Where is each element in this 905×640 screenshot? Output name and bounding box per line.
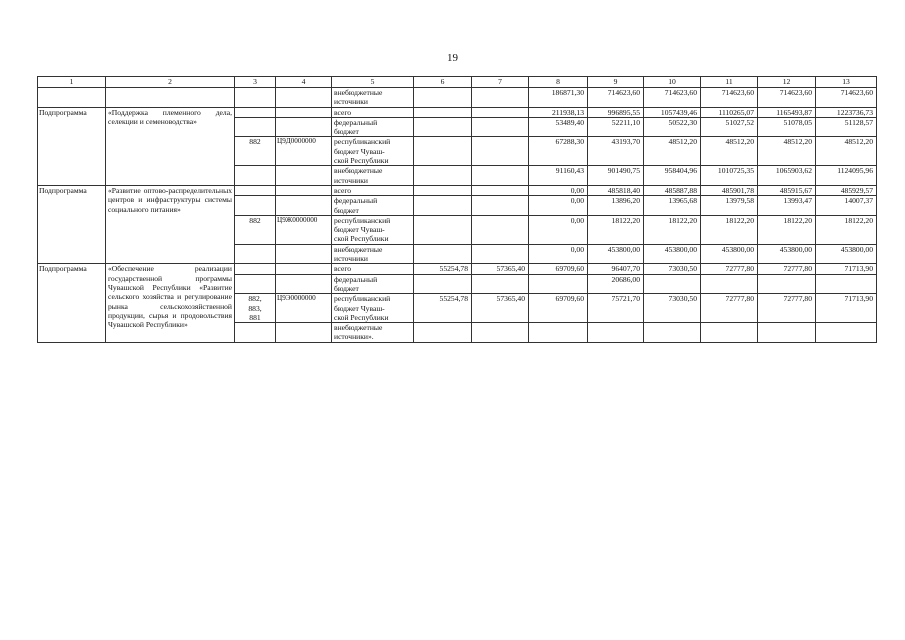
budget-table-body: [38, 77, 877, 343]
amount-cell: [414, 166, 472, 186]
empty-cell: [276, 264, 332, 274]
amount-cell: 71713,90: [816, 264, 877, 274]
amount-cell: [472, 323, 529, 343]
funding-source: внебюджетные источники: [332, 88, 414, 108]
column-header: 6: [414, 77, 472, 88]
column-header: 1: [38, 77, 106, 88]
subprogram-kind: Подпрограмма: [38, 107, 106, 185]
amount-cell: 714623,60: [816, 88, 877, 108]
amount-cell: 714623,60: [701, 88, 758, 108]
amount-cell: 1057439,46: [644, 107, 701, 117]
subprogram-name: «Развитие оптово-распределительных центров и инфраструктуры системы социального питания»: [106, 185, 235, 263]
funding-source: всего: [332, 185, 414, 195]
amount-cell: 67288,30: [529, 137, 588, 166]
amount-cell: 43193,70: [588, 137, 644, 166]
funding-source: всего: [332, 107, 414, 117]
amount-cell: 18122,20: [816, 215, 877, 244]
amount-cell: 485929,57: [816, 185, 877, 195]
column-header: 10: [644, 77, 701, 88]
column-header: 9: [588, 77, 644, 88]
amount-cell: 714623,60: [758, 88, 816, 108]
empty-cell: [276, 323, 332, 343]
amount-cell: [472, 196, 529, 216]
responsible-executor-code: 882, 883, 881: [235, 294, 276, 323]
amount-cell: [529, 323, 588, 343]
amount-cell: 901490,75: [588, 166, 644, 186]
empty-cell: [235, 107, 276, 117]
funding-source: федеральный бюджет: [332, 274, 414, 294]
amount-cell: 91160,43: [529, 166, 588, 186]
column-header: 11: [701, 77, 758, 88]
empty-cell: [276, 117, 332, 137]
subprogram-name: «Поддержка племенного дела, селекции и семеноводства»: [106, 107, 235, 185]
amount-cell: 18122,20: [701, 215, 758, 244]
responsible-executor-code: 882: [235, 137, 276, 166]
amount-cell: 485818,40: [588, 185, 644, 195]
empty-cell: [276, 244, 332, 264]
table-row: [38, 185, 877, 195]
amount-cell: [414, 196, 472, 216]
amount-cell: 73030,50: [644, 264, 701, 274]
empty-cell: [235, 88, 276, 108]
amount-cell: 72777,80: [758, 294, 816, 323]
amount-cell: 50522,30: [644, 117, 701, 137]
budget-classification-code: Ц9Д0000000: [276, 137, 332, 166]
amount-cell: 453800,00: [701, 244, 758, 264]
budget-classification-code: Ц9Ж0000000: [276, 215, 332, 244]
amount-cell: 73030,50: [644, 294, 701, 323]
amount-cell: [414, 323, 472, 343]
column-header: 2: [106, 77, 235, 88]
amount-cell: 14007,37: [816, 196, 877, 216]
amount-cell: [414, 215, 472, 244]
empty-cell: [276, 88, 332, 108]
amount-cell: 51078,05: [758, 117, 816, 137]
empty-cell: [235, 264, 276, 274]
amount-cell: [414, 107, 472, 117]
table-row: [38, 107, 877, 117]
amount-cell: 0,00: [529, 196, 588, 216]
page-number: 19: [447, 52, 458, 64]
amount-cell: 53489,40: [529, 117, 588, 137]
amount-cell: 714623,60: [644, 88, 701, 108]
amount-cell: 453800,00: [816, 244, 877, 264]
amount-cell: 75721,70: [588, 294, 644, 323]
amount-cell: [472, 88, 529, 108]
empty-cell: [235, 117, 276, 137]
amount-cell: 52211,10: [588, 117, 644, 137]
amount-cell: [644, 274, 701, 294]
amount-cell: 71713,90: [816, 294, 877, 323]
amount-cell: [644, 323, 701, 343]
amount-cell: [816, 323, 877, 343]
amount-cell: 485901,78: [701, 185, 758, 195]
empty-cell: [276, 107, 332, 117]
empty-cell: [276, 185, 332, 195]
amount-cell: [414, 88, 472, 108]
amount-cell: [414, 274, 472, 294]
amount-cell: 714623,60: [588, 88, 644, 108]
amount-cell: 57365,40: [472, 294, 529, 323]
column-header: 8: [529, 77, 588, 88]
funding-source: республиканский бюджет Чуваш- ской Республики: [332, 294, 414, 323]
amount-cell: [414, 244, 472, 264]
amount-cell: 485915,67: [758, 185, 816, 195]
amount-cell: 0,00: [529, 244, 588, 264]
amount-cell: 1165493,87: [758, 107, 816, 117]
empty-cell: [235, 244, 276, 264]
empty-cell: [276, 166, 332, 186]
amount-cell: 48512,20: [701, 137, 758, 166]
amount-cell: [472, 244, 529, 264]
column-header: 13: [816, 77, 877, 88]
amount-cell: 453800,00: [758, 244, 816, 264]
amount-cell: 18122,20: [758, 215, 816, 244]
column-header: 5: [332, 77, 414, 88]
amount-cell: 453800,00: [588, 244, 644, 264]
subprogram-kind: Подпрограмма: [38, 264, 106, 342]
funding-source: внебюджетные источники: [332, 244, 414, 264]
funding-source: внебюджетные источники: [332, 166, 414, 186]
amount-cell: 96407,70: [588, 264, 644, 274]
amount-cell: 72777,80: [758, 264, 816, 274]
empty-cell: [38, 88, 106, 108]
funding-source: республиканский бюджет Чуваш- ской Республики: [332, 215, 414, 244]
amount-cell: 485887,88: [644, 185, 701, 195]
amount-cell: 13993,47: [758, 196, 816, 216]
empty-cell: [276, 196, 332, 216]
amount-cell: [472, 166, 529, 186]
amount-cell: 1110265,07: [701, 107, 758, 117]
amount-cell: 996895,55: [588, 107, 644, 117]
empty-cell: [235, 196, 276, 216]
amount-cell: 57365,40: [472, 264, 529, 274]
amount-cell: 1223736,73: [816, 107, 877, 117]
amount-cell: 453800,00: [644, 244, 701, 264]
amount-cell: 51027,52: [701, 117, 758, 137]
amount-cell: [529, 274, 588, 294]
budget-classification-code: Ц9Э0000000: [276, 294, 332, 323]
amount-cell: [816, 274, 877, 294]
amount-cell: [414, 137, 472, 166]
amount-cell: [414, 117, 472, 137]
amount-cell: 72777,80: [701, 264, 758, 274]
amount-cell: 13965,68: [644, 196, 701, 216]
empty-cell: [276, 274, 332, 294]
amount-cell: [588, 323, 644, 343]
amount-cell: [758, 274, 816, 294]
amount-cell: 69709,60: [529, 294, 588, 323]
amount-cell: [472, 137, 529, 166]
amount-cell: 13896,20: [588, 196, 644, 216]
amount-cell: 48512,20: [758, 137, 816, 166]
amount-cell: 69709,60: [529, 264, 588, 274]
column-header: 3: [235, 77, 276, 88]
amount-cell: 48512,20: [644, 137, 701, 166]
funding-source: федеральный бюджет: [332, 196, 414, 216]
amount-cell: [701, 274, 758, 294]
funding-source: всего: [332, 264, 414, 274]
amount-cell: 186871,30: [529, 88, 588, 108]
amount-cell: [472, 107, 529, 117]
subprogram-name: «Обеспечение реализации государственной программы Чувашской Республики «Развитие сельского хозяйства и регулирование рынка сельскохозяйственной продукции, сырья и продовольствия Чувашской Республики»: [106, 264, 235, 342]
amount-cell: 72777,80: [701, 294, 758, 323]
amount-cell: [701, 323, 758, 343]
amount-cell: [472, 274, 529, 294]
column-header: 12: [758, 77, 816, 88]
subprogram-kind: Подпрограмма: [38, 185, 106, 263]
empty-cell: [106, 88, 235, 108]
amount-cell: [472, 185, 529, 195]
empty-cell: [235, 274, 276, 294]
amount-cell: [758, 323, 816, 343]
amount-cell: 1124095,96: [816, 166, 877, 186]
empty-cell: [235, 185, 276, 195]
amount-cell: 55254,78: [414, 264, 472, 274]
empty-cell: [235, 166, 276, 186]
amount-cell: 0,00: [529, 215, 588, 244]
amount-cell: 1065903,62: [758, 166, 816, 186]
funding-source: внебюджетные источники».: [332, 323, 414, 343]
amount-cell: 0,00: [529, 185, 588, 195]
amount-cell: 48512,20: [816, 137, 877, 166]
table-row: [38, 88, 877, 108]
amount-cell: 958404,96: [644, 166, 701, 186]
amount-cell: [472, 117, 529, 137]
amount-cell: 55254,78: [414, 294, 472, 323]
amount-cell: 18122,20: [588, 215, 644, 244]
amount-cell: 211938,13: [529, 107, 588, 117]
amount-cell: 1010725,35: [701, 166, 758, 186]
empty-cell: [235, 323, 276, 343]
amount-cell: 13979,58: [701, 196, 758, 216]
funding-source: федеральный бюджет: [332, 117, 414, 137]
amount-cell: [414, 185, 472, 195]
funding-source: республиканский бюджет Чуваш- ской Республики: [332, 137, 414, 166]
budget-table: [37, 76, 877, 343]
amount-cell: 18122,20: [644, 215, 701, 244]
amount-cell: 51128,57: [816, 117, 877, 137]
responsible-executor-code: 882: [235, 215, 276, 244]
amount-cell: 20686,00: [588, 274, 644, 294]
column-number-row: [38, 77, 877, 88]
amount-cell: [472, 215, 529, 244]
column-header: 7: [472, 77, 529, 88]
table-row: [38, 264, 877, 274]
column-header: 4: [276, 77, 332, 88]
